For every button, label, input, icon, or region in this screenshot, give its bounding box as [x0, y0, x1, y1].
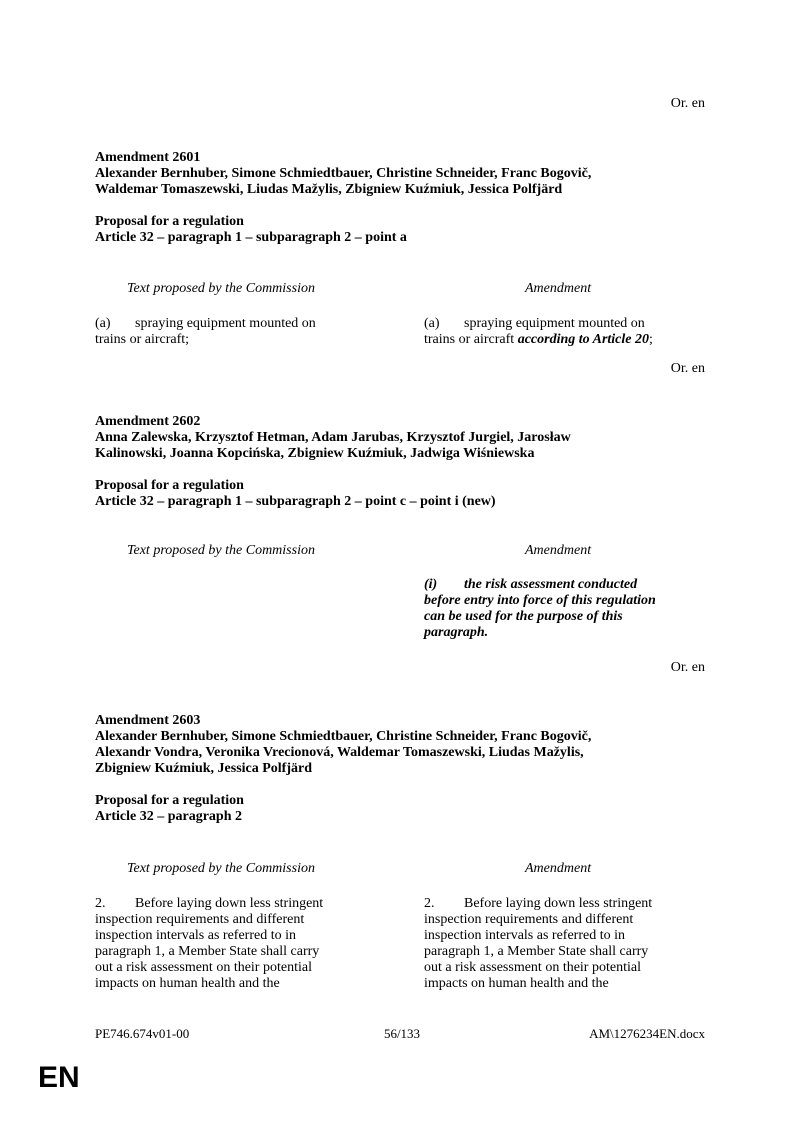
amendment-title: Amendment 2602	[95, 414, 201, 429]
amendment-authors: Alexander Bernhuber, Simone Schmiedtbauer, Christine Schneider, Franc Bogovič,	[95, 729, 592, 744]
amendment-title: Amendment 2601	[95, 150, 201, 165]
proposal-label: Proposal for a regulation	[95, 478, 244, 493]
column-header-commission: Text proposed by the Commission	[127, 861, 315, 876]
amendment-block-2603	[95, 713, 715, 825]
amendment-block-2602	[95, 414, 715, 510]
footer-document-name: AM\1276234EN.docx	[589, 1026, 705, 1041]
point-number: (i)	[424, 577, 438, 592]
origin-label: Or. en	[670, 660, 705, 675]
article-reference: Article 32 – paragraph 2	[95, 809, 242, 824]
commission-text: (a) spraying equipment mounted on trains or aircraft;	[95, 316, 316, 347]
article-reference: Article 32 – paragraph 1 – subparagraph 2 – point a	[95, 230, 407, 245]
amendment-authors: Waldemar Tomaszewski, Liudas Mažylis, Zbigniew Kuźmiuk, Jessica Polfjärd	[95, 182, 563, 197]
column-header-amendment: Amendment	[525, 543, 592, 558]
point-number: (a)	[95, 316, 111, 331]
amendment-authors: Alexander Bernhuber, Simone Schmiedtbauer, Christine Schneider, Franc Bogovič,	[95, 166, 592, 181]
column-header-commission: Text proposed by the Commission	[127, 281, 315, 296]
language-mark: EN	[38, 1061, 80, 1094]
amendment-authors: Kalinowski, Joanna Kopcińska, Zbigniew Kuźmiuk, Jadwiga Wiśniewska	[95, 446, 535, 461]
point-number: 2.	[95, 896, 106, 911]
amendment-authors: Anna Zalewska, Krzysztof Hetman, Adam Jarubas, Krzysztof Jurgiel, Jarosław	[95, 430, 571, 445]
article-reference: Article 32 – paragraph 1 – subparagraph 2 – point c – point i (new)	[95, 494, 496, 509]
amendment-text: 2. Before laying down less stringent inspection requirements and different inspection intervals as referred to in paragraph 1, a Member State shall carry out a risk assessment on their potential impacts on human health and the	[424, 896, 653, 991]
column-header-amendment: Amendment	[525, 861, 592, 876]
amendment-block-2601	[95, 150, 715, 246]
point-number: (a)	[424, 316, 440, 331]
origin-label: Or. en	[670, 361, 705, 376]
footer-reference: PE746.674v01-00	[95, 1026, 190, 1041]
page-number: 56/133	[383, 1026, 421, 1041]
amendment-text: (a) spraying equipment mounted on trains or aircraft according to Article 20;	[424, 316, 653, 347]
added-text: according to Article 20	[517, 332, 649, 347]
amendment-title: Amendment 2603	[95, 713, 201, 728]
origin-label: Or. en	[670, 96, 705, 111]
proposal-label: Proposal for a regulation	[95, 214, 244, 229]
amendment-authors: Zbigniew Kuźmiuk, Jessica Polfjärd	[95, 761, 313, 776]
amendment-authors: Alexandr Vondra, Veronika Vrecionová, Waldemar Tomaszewski, Liudas Mažylis,	[95, 745, 584, 760]
point-number: 2.	[424, 896, 435, 911]
column-header-amendment: Amendment	[525, 281, 592, 296]
proposal-label: Proposal for a regulation	[95, 793, 244, 808]
commission-text: 2. Before laying down less stringent inspection requirements and different inspection intervals as referred to in paragraph 1, a Member State shall carry out a risk assessment on their potential impacts on human health and the	[95, 896, 324, 991]
amendment-text: (i) the risk assessment conducted before entry into force of this regulation can be used for the purpose of this paragraph.	[424, 577, 656, 640]
column-header-commission: Text proposed by the Commission	[127, 543, 315, 558]
